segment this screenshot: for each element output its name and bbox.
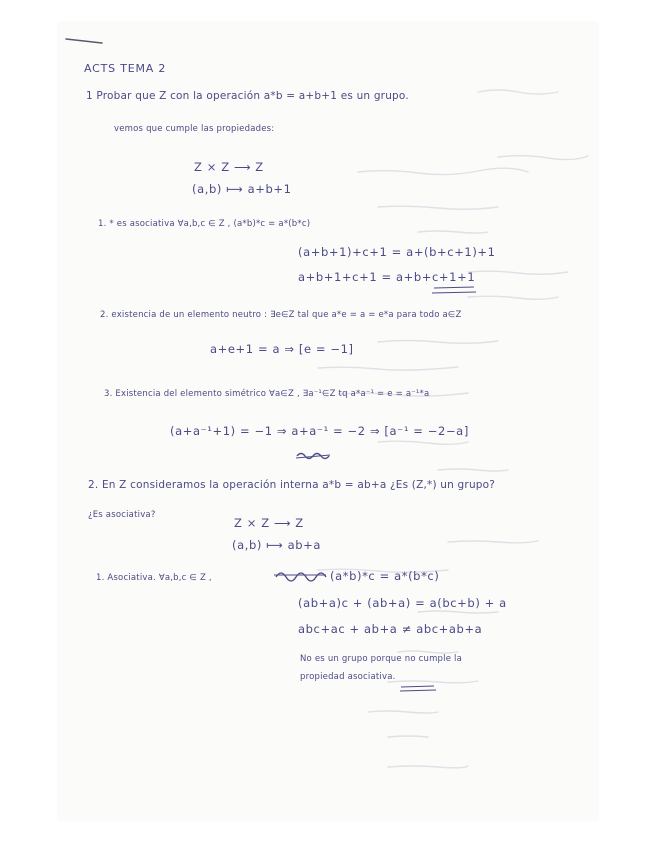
exercise-1-map-rule: (a,b) ⟼ a+b+1 <box>192 182 292 196</box>
exercise-1-identity-formula: a+e+1 = a ⇒ [e = −1] <box>210 342 354 356</box>
exercise-2-conclusion-line-1: No es un grupo porque no cumple la <box>300 654 463 664</box>
exercise-2-question: ¿Es asociativa? <box>88 510 156 520</box>
exercise-2-map-domain: Z × Z ⟶ Z <box>234 516 304 530</box>
exercise-1-inverse-formula: (a+a⁻¹+1) = −1 ⇒ a+a⁻¹ = −2 ⇒ [a⁻¹ = −2−a] <box>170 424 469 438</box>
exercise-1-map-domain: Z × Z ⟶ Z <box>194 160 264 174</box>
notebook-page <box>58 22 598 820</box>
exercise-1-statement: 1 Probar que Z con la operación a*b = a+b+1 es un grupo. <box>86 90 409 102</box>
exercise-2-associative-step-2: abc+ac + ab+a ≠ abc+ab+a <box>298 622 483 636</box>
exercise-1-property-associative: 1. * es asociativa ∀a,b,c ∈ Z , (a*b)*c = a*(b*c) <box>98 219 311 229</box>
exercise-1-intro: vemos que cumple las propiedades: <box>114 124 275 134</box>
underline-mark <box>398 684 438 694</box>
double-underline-mark <box>430 284 480 298</box>
exercise-2-associative-step-1: (ab+a)c + (ab+a) = a(bc+b) + a <box>298 596 507 610</box>
bleed-through-marks <box>58 22 598 820</box>
exercise-1-property-identity: 2. existencia de un elemento neutro : ∃e∈Z tal que a*e = a = e*a para todo a∈Z <box>100 310 462 320</box>
exercise-2-associative-formula: (a*b)*c = a*(b*c) <box>330 569 440 583</box>
exercise-2-conclusion-line-2: propiedad asociativa. <box>300 672 396 682</box>
exercise-2-map-rule: (a,b) ⟼ ab+a <box>232 538 322 552</box>
exercise-1-associative-step-1: (a+b+1)+c+1 = a+(b+c+1)+1 <box>298 245 496 259</box>
exercise-2-property-associative: 1. Asociativa. ∀a,b,c ∈ Z , <box>96 573 212 583</box>
crossed-out-scribble <box>272 567 328 585</box>
crossed-out-scribble <box>294 450 334 462</box>
pen-stroke-mark <box>64 36 104 46</box>
page-title: ACTS TEMA 2 <box>84 62 167 75</box>
exercise-1-property-inverse: 3. Existencia del elemento simétrico ∀a∈Z , ∃a⁻¹∈Z tq a*a⁻¹ = e = a⁻¹*a <box>104 389 430 399</box>
exercise-2-statement: 2. En Z consideramos la operación interna a*b = ab+a ¿Es (Z,*) un grupo? <box>88 479 496 491</box>
exercise-1-associative-step-2: a+b+1+c+1 = a+b+c+1+1 <box>298 270 476 284</box>
